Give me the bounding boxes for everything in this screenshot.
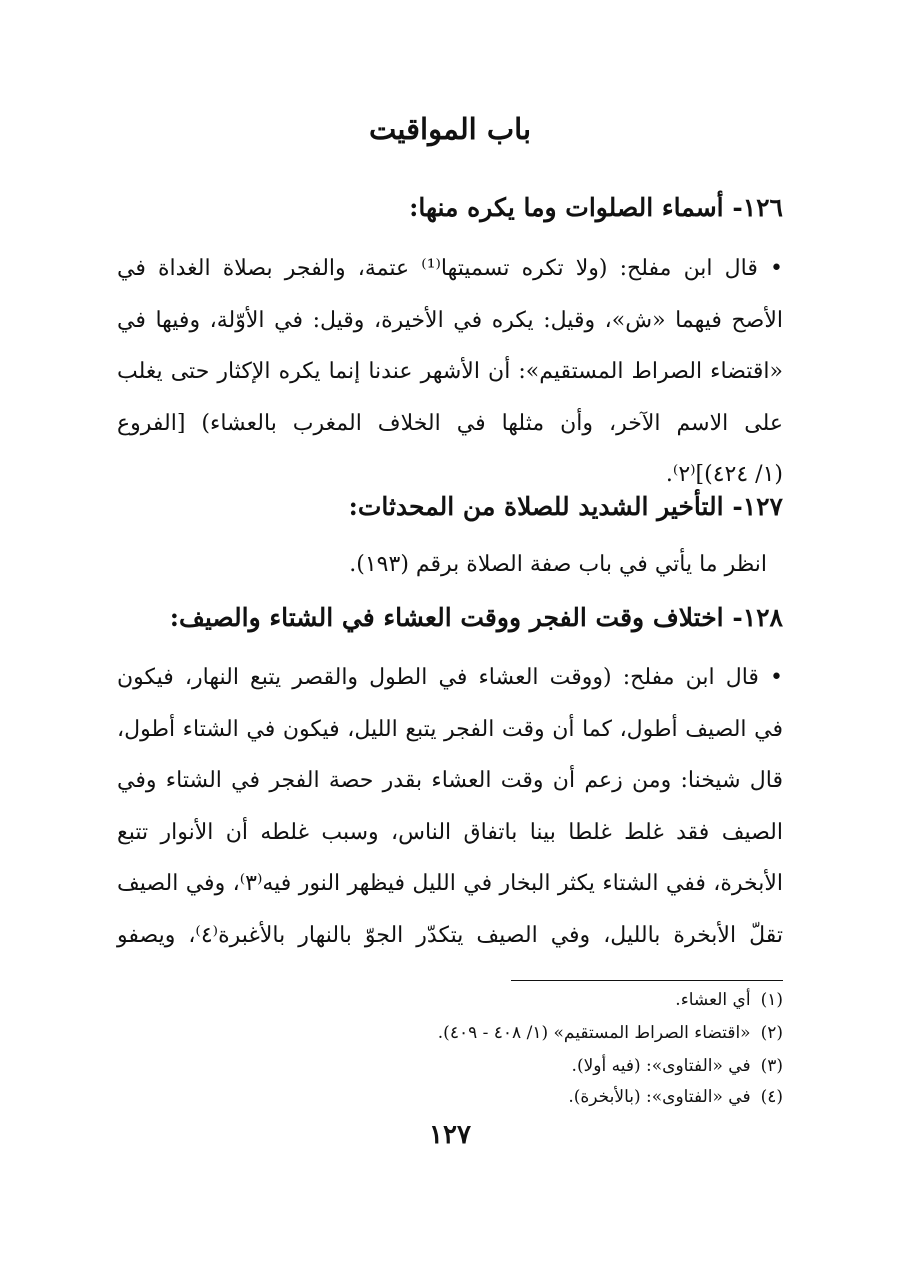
text-line: قال شيخنا: ومن زعم أن وقت العشاء بقدر حصة الفجر في الشتاء وفي (117, 768, 783, 793)
footnote-2 (183, 1023, 783, 1043)
footnote-text: «اقتضاء الصراط المستقيم» (١/ ٤٠٨ - ٤٠٩). (437, 1023, 751, 1043)
footnote-1 (183, 990, 783, 1010)
footnote-number: (٣) (760, 1056, 783, 1076)
chapter-title: باب المواقيت (368, 112, 532, 146)
section-body-127 (117, 539, 783, 591)
text-line: انظر ما يأتي في باب صفة الصلاة برقم (١٩٣). (349, 552, 767, 577)
footnote-text: أي العشاء. (675, 990, 751, 1010)
footnote-divider (511, 980, 783, 981)
footnote-4 (183, 1087, 783, 1107)
footnote-text: في «الفتاوى»: (فيه أولا). (571, 1056, 751, 1076)
text-line: الأبخرة، ففي الشتاء يكثر البخار في الليل فيظهر النور فيه⁽٣⁾، وفي الصيف (117, 871, 783, 896)
footnote-text: في «الفتاوى»: (بالأبخرة). (568, 1087, 751, 1107)
text-line: «اقتضاء الصراط المستقيم»: أن الأشهر عندنا إنما يكره الإكثار حتى يغلب (117, 359, 783, 384)
text-line: • قال ابن مفلح: (ووقت العشاء في الطول والقصر يتبع النهار، فيكون (117, 665, 783, 690)
page-number: ١٢٧ (429, 1120, 471, 1150)
text-line: (١/ ٤٢٤)]⁽٢⁾. (665, 462, 783, 487)
text-line: في الصيف أطول، كما أن وقت الفجر يتبع الليل، فيكون في الشتاء أطول، (117, 716, 783, 742)
footnote-number: (٢) (760, 1023, 783, 1043)
text-line: على الاسم الآخر، وأن مثلها في الخلاف المغرب بالعشاء) [الفروع (117, 410, 783, 436)
section-body-128 (117, 652, 783, 961)
text-line: • قال ابن مفلح: (ولا تكره تسميتها⁽¹⁾ عتمة، والفجر بصلاة الغداة في (117, 256, 783, 281)
footnote-3 (183, 1056, 783, 1076)
section-heading-127: ١٢٧- التأخير الشديد للصلاة من المحدثات: (348, 492, 783, 521)
text-line: الصيف فقد غلط غلطا بينا باتفاق الناس، وسبب غلطه أن الأنوار تتبع (117, 819, 783, 845)
text-line: الأصح فيهما «ش»، وقيل: يكره في الأخيرة، وقيل: في الأوّلة، وفيها في (117, 307, 783, 333)
section-heading-128: ١٢٨- اختلاف وقت الفجر ووقت العشاء في الشتاء والصيف: (169, 603, 783, 632)
footnote-number: (٤) (760, 1087, 783, 1107)
section-body-126 (117, 243, 783, 501)
text-line: تقلّ الأبخرة بالليل، وفي الصيف يتكدّر الجوّ بالنهار بالأغبرة⁽٤⁾، ويصفو (117, 922, 783, 948)
footnote-number: (١) (760, 990, 783, 1010)
section-heading-126: ١٢٦- أسماء الصلوات وما يكره منها: (409, 193, 783, 222)
